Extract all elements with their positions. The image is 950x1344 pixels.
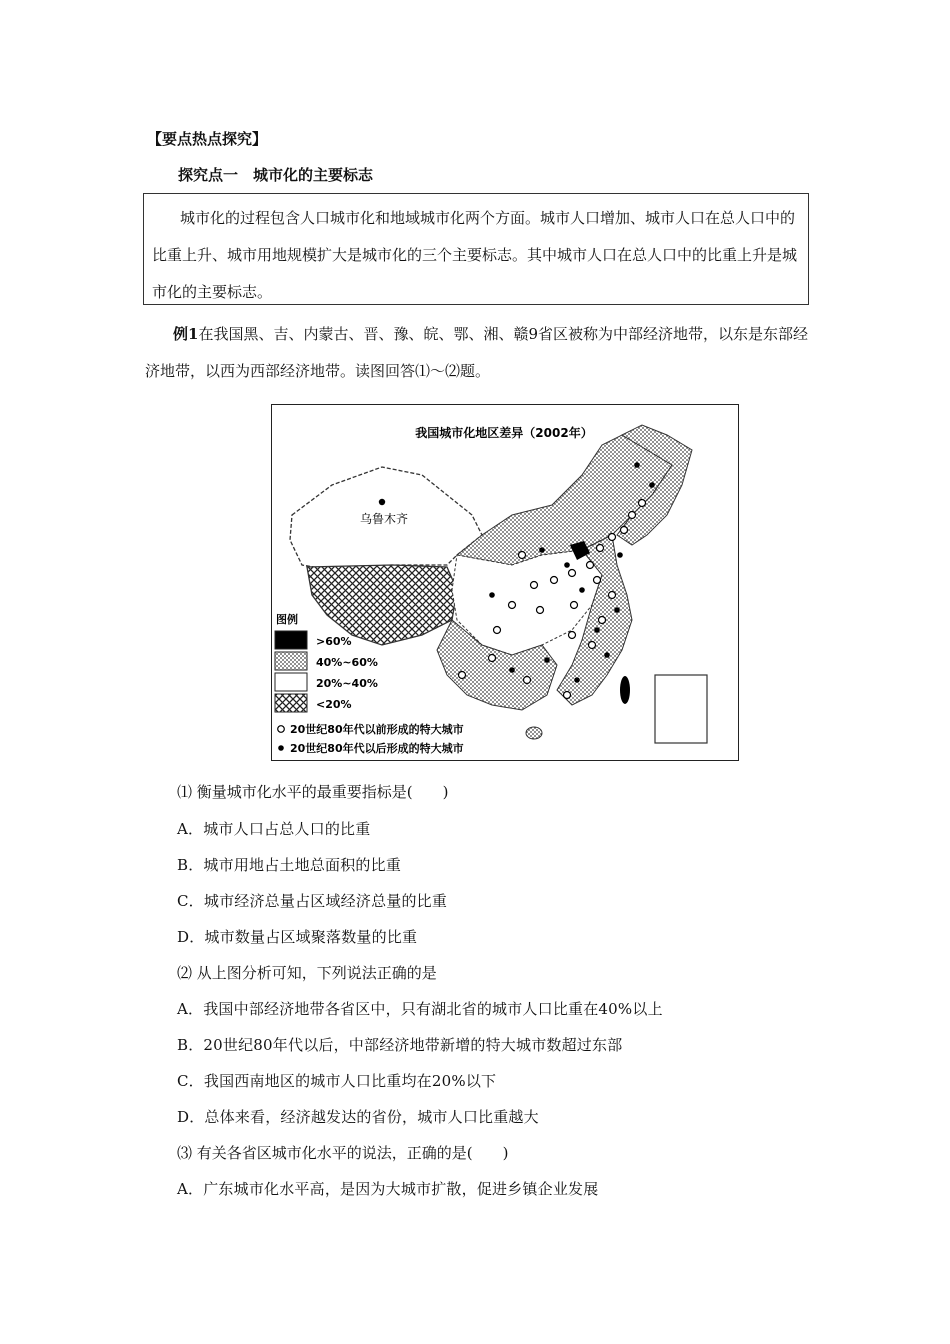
question-1-option-a: A．城市人口占总人口的比重 — [177, 820, 371, 838]
legend-swatch-20-40 — [275, 673, 307, 691]
urumqi-city-marker — [379, 499, 385, 505]
legend-city-post: 20世纪80年代以后形成的特大城市 — [290, 742, 464, 755]
question-1-option-d: D．城市数量占区域聚落数量的比重 — [177, 928, 418, 946]
south-sea-inset — [655, 675, 707, 743]
legend-label-1: 40%~60% — [316, 656, 378, 669]
question-2-option-c: C．我国西南地区的城市人口比重均在20%以下 — [177, 1072, 497, 1090]
legend-label-3: <20% — [316, 698, 352, 711]
region-hainan — [526, 727, 542, 739]
question-1-option-b: B．城市用地占土地总面积的比重 — [177, 856, 402, 874]
legend-title: 图例 — [276, 613, 298, 626]
region-taiwan — [620, 676, 630, 704]
question-3-stem: ⑶ 有关各省区城市化水平的说法，正确的是( ) — [177, 1144, 509, 1162]
question-2-stem: ⑵ 从上图分析可知，下列说法正确的是 — [177, 964, 437, 982]
question-1-option-c: C．城市经济总量占区域经济总量的比重 — [177, 892, 448, 910]
legend-swatch-gt60 — [275, 631, 307, 649]
question-2-option-b: B．20世纪80年代以后，中部经济地带新增的特大城市数超过东部 — [177, 1036, 623, 1054]
section-title: 【要点热点探究】 — [147, 130, 268, 148]
legend-swatch-40-60 — [275, 652, 307, 670]
urbanization-map — [271, 404, 739, 761]
legend-label-2: 20%~40% — [316, 677, 378, 690]
china-map-figure — [272, 405, 737, 759]
key-point-box: 城市化的过程包含人口城市化和地域城市化两个方面。城市人口增加、城市人口在总人口中的比重上升、城市用地规模扩大是城市化的三个主要标志。其中城市人口在总人口中的比重上升是城市化的主要标志。 — [143, 193, 809, 305]
legend-filled-circle-icon — [278, 745, 284, 751]
question-2-option-d: D．总体来看，经济越发达的省份，城市人口比重越大 — [177, 1108, 539, 1126]
question-1-stem: ⑴ 衡量城市化水平的最重要指标是( ) — [177, 783, 449, 801]
subsection-title: 探究点一 城市化的主要标志 — [178, 166, 374, 184]
city-label-urumqi: 乌鲁木齐 — [359, 512, 409, 526]
question-3-option-a: A．广东城市化水平高，是因为大城市扩散，促进乡镇企业发展 — [177, 1180, 599, 1198]
legend-open-circle-icon — [278, 726, 285, 733]
example-paragraph — [145, 316, 810, 390]
question-2-option-a: A．我国中部经济地带各省区中，只有湖北省的城市人口比重在40%以上 — [177, 1000, 663, 1018]
legend-swatch-lt20 — [275, 694, 307, 712]
map-title: 我国城市化地区差异（2002年） — [415, 426, 593, 440]
region-tibet — [307, 565, 457, 645]
legend-label-0: >60% — [316, 635, 352, 648]
example-label: 例1 — [173, 325, 199, 343]
example-text: 在我国黑、吉、内蒙古、晋、豫、皖、鄂、湘、赣9省区被称为中部经济地带，以东是东部经济地带，以西为西部经济地带。读图回答⑴～⑵题。 — [145, 325, 808, 380]
legend-city-pre: 20世纪80年代以前形成的特大城市 — [290, 723, 464, 736]
